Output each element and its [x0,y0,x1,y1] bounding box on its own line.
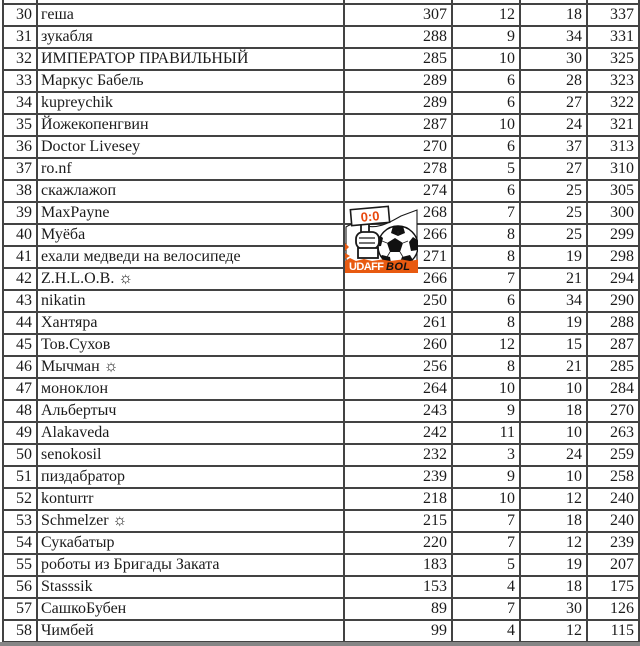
table-row [3,488,639,510]
value-cell: 12 [452,4,520,26]
name-cell: konturrr [37,488,344,510]
table-row [3,598,639,620]
name-cell: пиздабратор [37,466,344,488]
table-row [3,48,639,70]
score-sign-text: 0:0 [360,208,381,225]
value-cell: 307 [344,4,452,26]
value-cell: 4 [452,576,520,598]
value-cell: 6 [452,136,520,158]
table-row [3,356,639,378]
table-row [3,576,639,598]
total-cell: 300 [587,202,639,224]
table-row [3,70,639,92]
value-cell: 11 [452,422,520,444]
rank-cell: 50 [3,444,37,466]
total-cell: 239 [587,532,639,554]
name-cell: Маркус Бабель [37,70,344,92]
rank-cell: 51 [3,466,37,488]
rank-cell: 44 [3,312,37,334]
table-row [3,246,639,268]
value-cell: 21 [520,356,587,378]
value-cell: 270 [344,136,452,158]
rank-cell: 35 [3,114,37,136]
value-cell: 7 [452,510,520,532]
name-cell: Alakaveda [37,422,344,444]
value-cell: 37 [520,136,587,158]
rank-cell: 55 [3,554,37,576]
table-row [3,378,639,400]
name-cell: Schmelzer ☼ [37,510,344,532]
name-cell: ro.nf [37,158,344,180]
value-cell: 27 [520,158,587,180]
name-cell: nikatin [37,290,344,312]
score-sign [350,206,389,225]
value-cell: 8 [452,224,520,246]
name-cell: ИМПЕРАТОР ПРАВИЛЬНЫЙ [37,48,344,70]
value-cell: 232 [344,444,452,466]
total-cell: 258 [587,466,639,488]
total-cell: 305 [587,180,639,202]
name-cell: моноклон [37,378,344,400]
total-cell: 313 [587,136,639,158]
name-cell: Хантяра [37,312,344,334]
total-cell: 323 [587,70,639,92]
value-cell: 261 [344,312,452,334]
total-cell: 288 [587,312,639,334]
value-cell: 250 [344,290,452,312]
rank-cell: 41 [3,246,37,268]
table-row [3,554,639,576]
name-cell: роботы из Бригады Заката [37,554,344,576]
total-cell: 284 [587,378,639,400]
name-cell: kupreychik [37,92,344,114]
rank-cell: 48 [3,400,37,422]
total-cell: 270 [587,400,639,422]
rank-cell: 45 [3,334,37,356]
value-cell: 21 [520,268,587,290]
table-row [3,4,639,26]
value-cell: 242 [344,422,452,444]
value-cell: 28 [520,70,587,92]
value-cell: 19 [520,554,587,576]
standings-table [2,0,640,643]
value-cell: 10 [520,422,587,444]
value-cell: 9 [452,400,520,422]
total-cell: 287 [587,334,639,356]
rank-cell: 30 [3,4,37,26]
value-cell: 289 [344,70,452,92]
name-cell: Doctor Livesey [37,136,344,158]
value-cell: 268 [344,202,452,224]
table-row [3,422,639,444]
value-cell: 260 [344,334,452,356]
value-cell: 266 [344,268,452,290]
table-row [3,312,639,334]
table-row [3,26,639,48]
value-cell: 24 [520,444,587,466]
value-cell: 25 [520,180,587,202]
value-cell: 278 [344,158,452,180]
name-cell: Stasssik [37,576,344,598]
rank-cell: 53 [3,510,37,532]
value-cell: 7 [452,202,520,224]
value-cell: 6 [452,180,520,202]
name-cell: Тов.Сухов [37,334,344,356]
value-cell: 7 [452,532,520,554]
rank-cell: 49 [3,422,37,444]
value-cell: 10 [452,378,520,400]
rank-cell: 42 [3,268,37,290]
total-cell: 207 [587,554,639,576]
value-cell: 99 [344,620,452,642]
total-cell: 299 [587,224,639,246]
value-cell: 153 [344,576,452,598]
value-cell: 6 [452,70,520,92]
total-cell: 259 [587,444,639,466]
name-cell: Сукабатыр [37,532,344,554]
value-cell: 10 [452,114,520,136]
brand-secondary-text: BOL [386,261,410,273]
total-cell: 337 [587,4,639,26]
name-cell: ехали медведи на велосипеде [37,246,344,268]
table-body [3,0,639,642]
value-cell: 12 [520,488,587,510]
value-cell: 274 [344,180,452,202]
rank-cell: 47 [3,378,37,400]
value-cell: 289 [344,92,452,114]
total-cell: 175 [587,576,639,598]
value-cell: 287 [344,114,452,136]
total-cell: 310 [587,158,639,180]
rank-cell: 33 [3,70,37,92]
value-cell: 15 [520,334,587,356]
name-cell: СашкоБубен [37,598,344,620]
name-cell: Мычман ☼ [37,356,344,378]
bottom-edge-strip [0,642,640,646]
total-cell: 331 [587,26,639,48]
value-cell: 285 [344,48,452,70]
total-cell: 263 [587,422,639,444]
value-cell: 10 [520,378,587,400]
table-row [3,290,639,312]
rank-cell: 39 [3,202,37,224]
value-cell: 89 [344,598,452,620]
value-cell: 243 [344,400,452,422]
value-cell: 19 [520,246,587,268]
value-cell: 9 [452,26,520,48]
value-cell: 266 [344,224,452,246]
rank-cell: 32 [3,48,37,70]
name-cell: геша [37,4,344,26]
value-cell: 18 [520,4,587,26]
rank-cell: 43 [3,290,37,312]
value-cell: 8 [452,246,520,268]
table-row [3,334,639,356]
table-row [3,180,639,202]
value-cell: 34 [520,290,587,312]
value-cell: 10 [452,488,520,510]
rank-cell: 58 [3,620,37,642]
name-cell: MaxPayne [37,202,344,224]
value-cell: 12 [452,334,520,356]
total-cell: 298 [587,246,639,268]
value-cell: 3 [452,444,520,466]
rank-cell: 46 [3,356,37,378]
table-row [3,92,639,114]
rank-cell: 34 [3,92,37,114]
value-cell: 7 [452,268,520,290]
value-cell: 8 [452,312,520,334]
value-cell: 6 [452,92,520,114]
value-cell: 27 [520,92,587,114]
table-row [3,136,639,158]
table-row [3,466,639,488]
table-row [3,510,639,532]
value-cell: 18 [520,400,587,422]
table-row [3,224,639,246]
total-cell: 240 [587,488,639,510]
value-cell: 10 [452,48,520,70]
rank-cell: 56 [3,576,37,598]
name-cell: Z.H.L.O.B. ☼ [37,268,344,290]
total-cell: 240 [587,510,639,532]
value-cell: 8 [452,356,520,378]
total-cell: 325 [587,48,639,70]
table-row [3,444,639,466]
value-cell: 264 [344,378,452,400]
value-cell: 256 [344,356,452,378]
rank-cell: 40 [3,224,37,246]
rank-cell: 36 [3,136,37,158]
rank-cell: 37 [3,158,37,180]
value-cell: 30 [520,48,587,70]
name-cell: Йожекопенгвин [37,114,344,136]
value-cell: 5 [452,554,520,576]
total-cell: 321 [587,114,639,136]
total-cell: 294 [587,268,639,290]
value-cell: 12 [520,532,587,554]
name-cell: Муёба [37,224,344,246]
table-row [3,158,639,180]
value-cell: 25 [520,202,587,224]
total-cell: 322 [587,92,639,114]
value-cell: 4 [452,620,520,642]
table-row [3,532,639,554]
value-cell: 25 [520,224,587,246]
rank-cell: 38 [3,180,37,202]
name-cell: senokosil [37,444,344,466]
value-cell: 183 [344,554,452,576]
value-cell: 34 [520,26,587,48]
value-cell: 18 [520,510,587,532]
rank-cell: 57 [3,598,37,620]
value-cell: 10 [520,466,587,488]
rank-cell: 54 [3,532,37,554]
total-cell: 290 [587,290,639,312]
name-cell: Чимбей [37,620,344,642]
value-cell: 9 [452,466,520,488]
table-row [3,400,639,422]
value-cell: 288 [344,26,452,48]
value-cell: 30 [520,598,587,620]
table-row [3,620,639,642]
total-cell: 285 [587,356,639,378]
name-cell: Альбертыч [37,400,344,422]
value-cell: 19 [520,312,587,334]
value-cell: 12 [520,620,587,642]
total-cell: 126 [587,598,639,620]
value-cell: 5 [452,158,520,180]
table-row [3,202,639,224]
rank-cell: 31 [3,26,37,48]
value-cell: 215 [344,510,452,532]
value-cell: 220 [344,532,452,554]
value-cell: 218 [344,488,452,510]
value-cell: 24 [520,114,587,136]
name-cell: зукабля [37,26,344,48]
udaffbol-logo [345,205,418,273]
table-row [3,114,639,136]
value-cell: 18 [520,576,587,598]
total-cell: 115 [587,620,639,642]
value-cell: 6 [452,290,520,312]
name-cell: скажлажоп [37,180,344,202]
brand-primary-text: UDAFF [349,261,384,273]
value-cell: 7 [452,598,520,620]
rank-cell: 52 [3,488,37,510]
value-cell: 239 [344,466,452,488]
table-row [3,268,639,290]
value-cell: 271 [344,246,452,268]
